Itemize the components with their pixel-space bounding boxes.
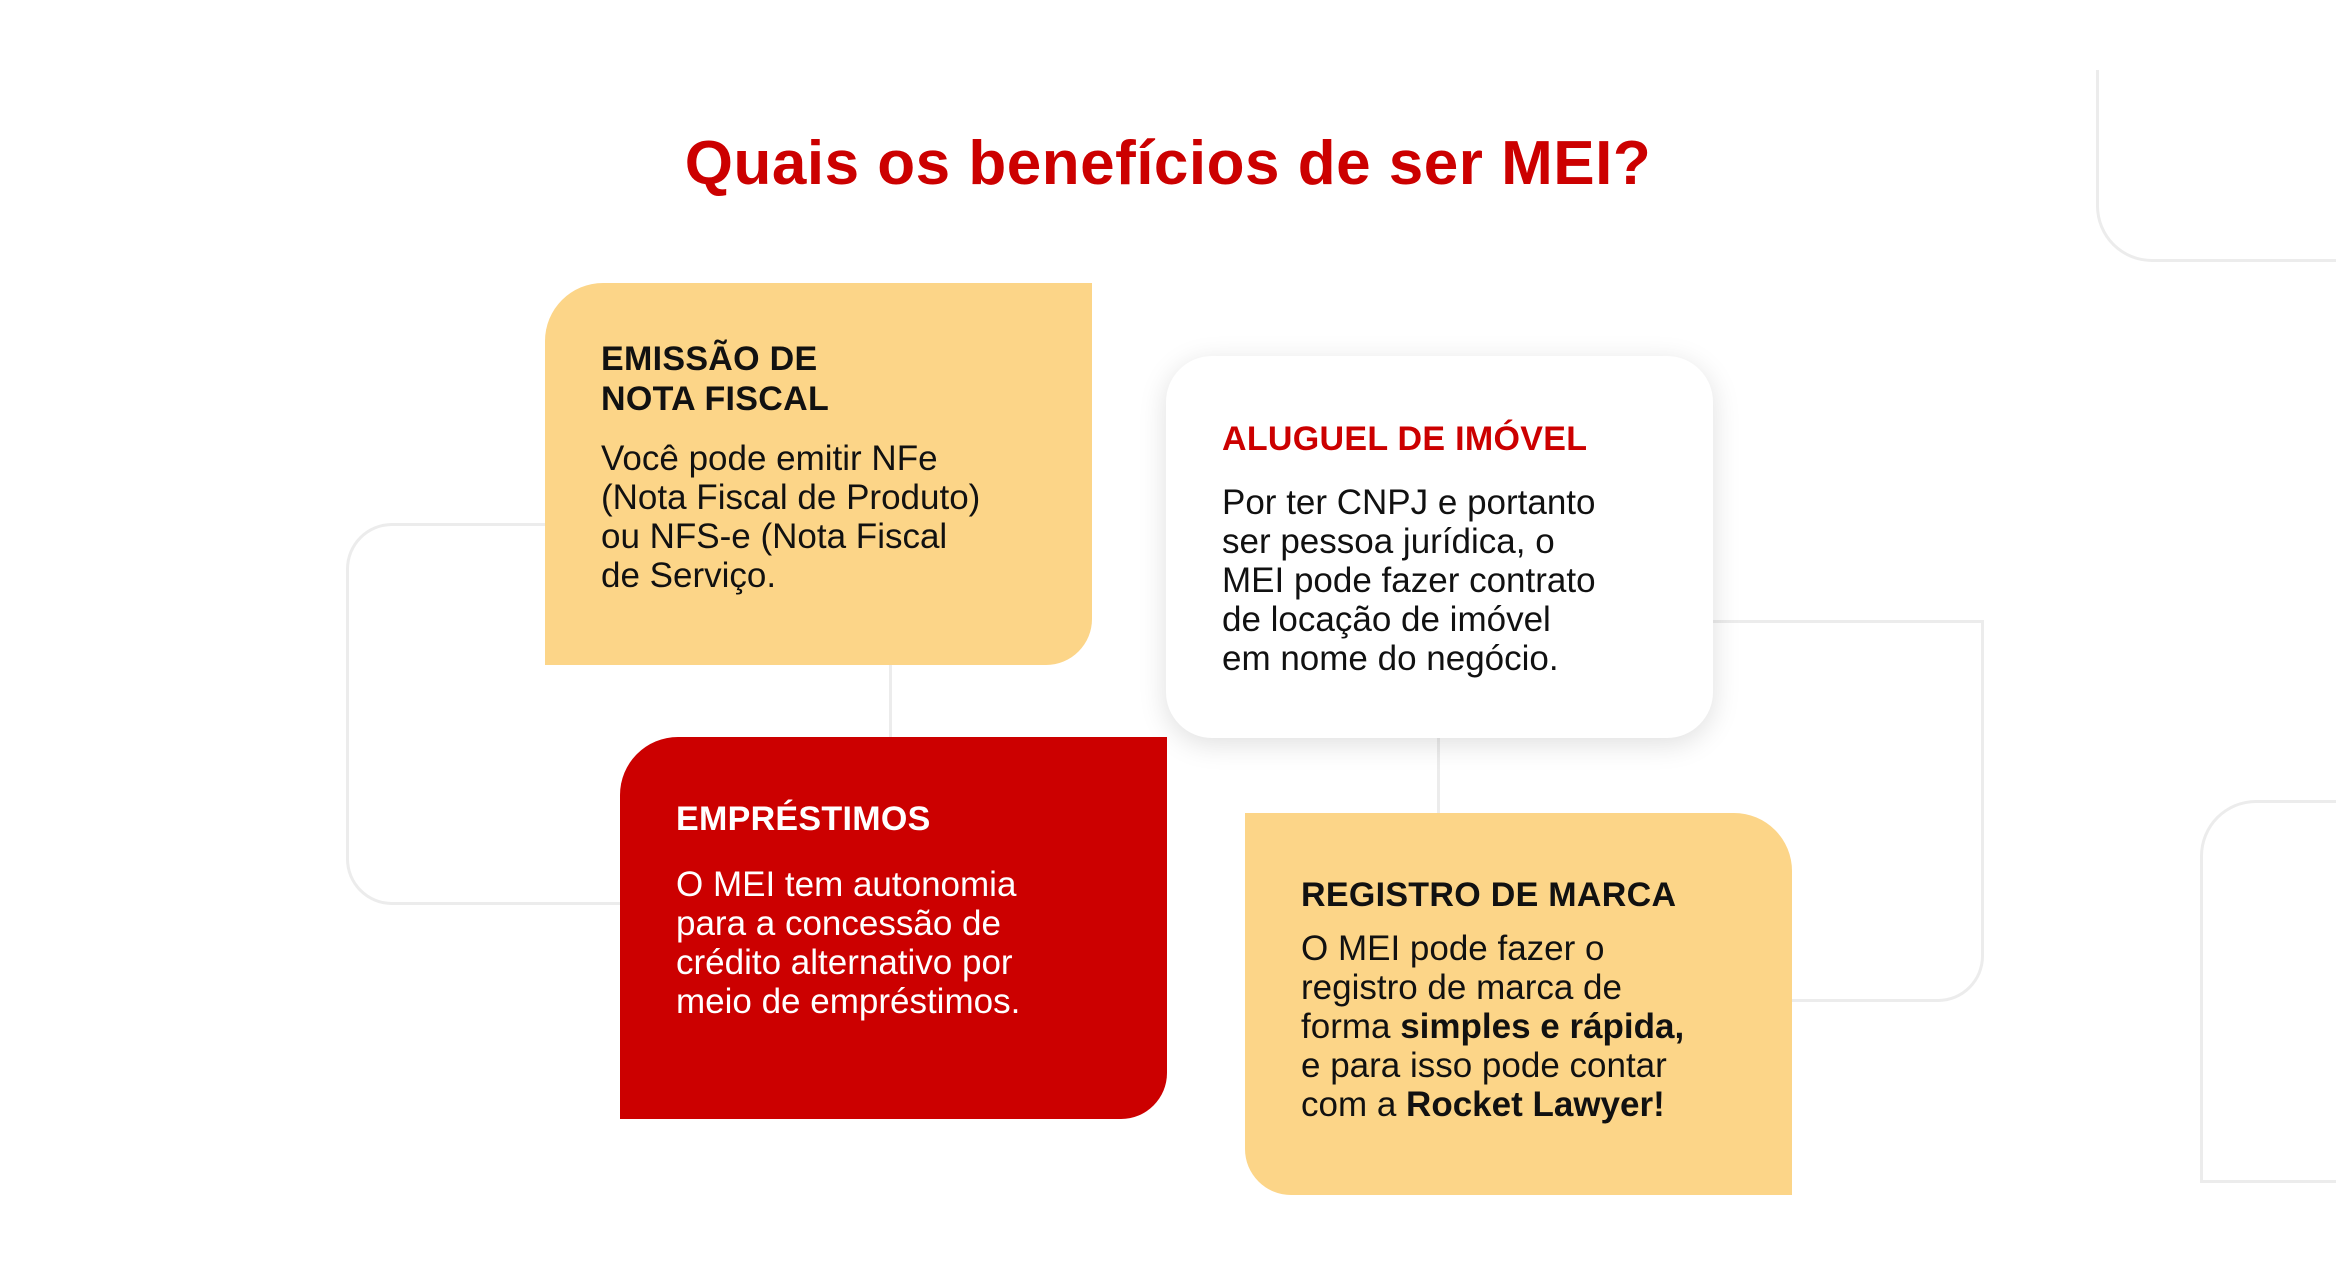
card-heading: REGISTRO DE MARCA: [1301, 876, 1677, 914]
card-heading-line: NOTA FISCAL: [601, 380, 830, 418]
card-text: [601, 439, 1036, 595]
card-text-line: com a: [1301, 1085, 1407, 1124]
card-heading: EMPRÉSTIMOS: [676, 800, 931, 838]
decorative-corner-bottom: [2200, 800, 2336, 1183]
card-text-line: forma: [1301, 1007, 1401, 1046]
card-text-line: em nome do negócio.: [1222, 639, 1559, 678]
card-heading-line: EMISSÃO DE: [601, 340, 818, 378]
decorative-line-connector: [1437, 735, 1440, 815]
card-text-line: para a concessão de: [676, 904, 1001, 943]
card-text-emphasis: Rocket Lawyer!: [1406, 1085, 1665, 1124]
card-text: [1222, 483, 1657, 678]
card-text-line: ser pessoa jurídica, o: [1222, 522, 1555, 561]
card-text-line: de locação de imóvel: [1222, 600, 1551, 639]
page-title: Quais os benefícios de ser MEI?: [684, 129, 1652, 198]
card-text-line: Você pode emitir NFe: [601, 439, 938, 478]
benefit-card-aluguel: [1166, 356, 1713, 738]
benefit-card-nota-fiscal: [545, 283, 1092, 665]
card-text: [676, 865, 1111, 1021]
card-text-line: O MEI pode fazer o: [1301, 929, 1605, 968]
card-text-line: registro de marca de: [1301, 968, 1622, 1007]
card-text-line: MEI pode fazer contrato: [1222, 561, 1596, 600]
card-text-line: crédito alternativo por: [676, 943, 1013, 982]
card-heading: [601, 339, 861, 419]
card-text-line: meio de empréstimos.: [676, 982, 1021, 1021]
card-text-line: e para isso pode contar: [1301, 1046, 1667, 1085]
card-text-line: de Serviço.: [601, 556, 777, 595]
card-text: [1301, 929, 1736, 1124]
card-text-line: Por ter CNPJ e portanto: [1222, 483, 1596, 522]
benefit-card-registro-marca: [1245, 813, 1792, 1195]
card-text-line: (Nota Fiscal de Produto): [601, 478, 981, 517]
card-heading: ALUGUEL DE IMÓVEL: [1222, 420, 1588, 458]
decorative-line-connector: [889, 655, 892, 745]
card-text-emphasis: simples e rápida,: [1400, 1007, 1685, 1046]
benefit-card-emprestimos: [620, 737, 1167, 1119]
card-text-line: O MEI tem autonomia: [676, 865, 1017, 904]
card-text-line: ou NFS-e (Nota Fiscal: [601, 517, 948, 556]
